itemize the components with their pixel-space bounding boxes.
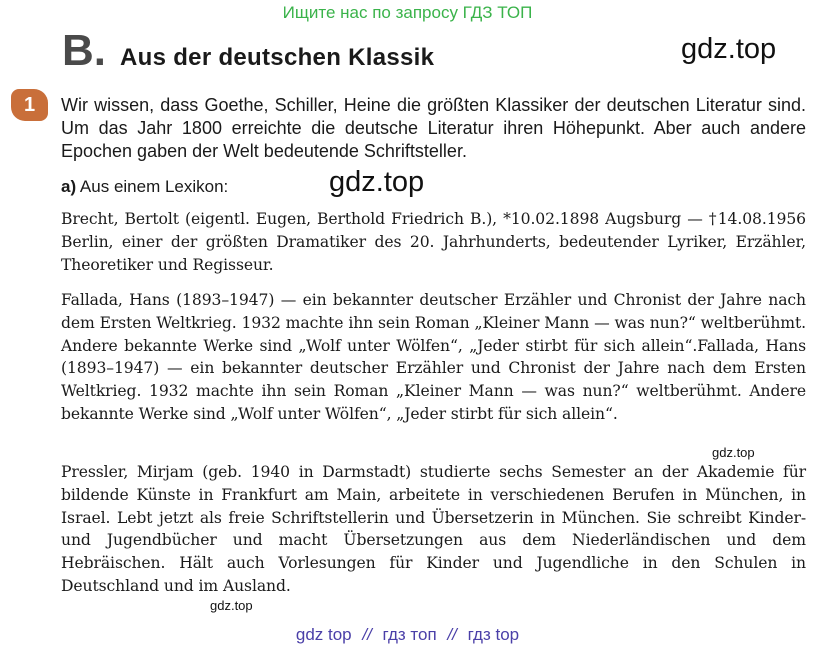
lexicon-entry-brecht: Brecht, Bertolt (eigentl. Eugen, Berthold Friedrich B.), *10.02.1898 Augsburg — †14.08.1956 Berlin, einer der größten Dramatiker des 20. Jahrhunderts, bedeutender Lyriker, Erzähler, Theoretiker und Regisseur.: [61, 210, 806, 274]
footer-separator: //: [447, 625, 457, 644]
section-letter: B: [62, 26, 94, 75]
subtask-label: Aus einem Lexikon:: [79, 177, 229, 196]
subtask-heading: [61, 177, 228, 197]
lexicon-entry-pressler: Pressler, Mirjam (geb. 1940 in Darmstadt) studierte sechs Semester an der Akademie für bildende Künste in Frankfurt am Main, arbeitete in verschiedenen Berufen in München, in Israel. Lebt jetzt als freie Schriftstellerin und Übersetzerin in München. Sie schreibt Kinder- und Jugendbücher und macht Übersetzungen aus dem Niederländischen und dem Hebräischen. Hält auch Vorlesungen für Kinder und Jugendliche in den Schulen in Deutschland und im Ausland.: [61, 463, 806, 595]
section-letter-dot: .: [93, 26, 107, 75]
footer-link-gdz-top-mixed[interactable]: гдз top: [467, 625, 520, 644]
section-title: Aus der deutschen Klassik: [120, 44, 435, 71]
footer-links: [0, 625, 815, 645]
top-banner: Ищите нас по запросу ГДЗ ТОП: [282, 3, 533, 22]
footer-link-gdz-top-cyrillic[interactable]: гдз топ: [382, 625, 437, 644]
section-header: [62, 26, 434, 76]
watermark-middle: gdz.top: [329, 166, 425, 198]
task-number-badge: 1: [11, 89, 48, 121]
footer-link-gdz-top[interactable]: gdz top: [295, 625, 352, 644]
watermark-small-bottom: gdz.top: [210, 598, 253, 613]
watermark-top-right: gdz.top: [681, 33, 777, 65]
watermark-small-right: gdz.top: [712, 445, 755, 460]
task-intro-text: Wir wissen, dass Goethe, Schiller, Heine die größten Klassiker der deutschen Literatur sind. Um das Jahr 1800 erreichte die deutsche Literatur ihren Höhepunkt. Aber auch andere Epochen gaben der Welt bedeutende Schriftsteller.: [61, 95, 806, 161]
footer-separator: //: [362, 625, 372, 644]
subtask-letter: a): [61, 177, 77, 196]
lexicon-entry-fallada: Fallada, Hans (1893–1947) — ein bekannter deutscher Erzähler und Chronist der Jahre nach dem Ersten Weltkrieg. 1932 machte ihn sein Roman „Kleiner Mann — was nun?“ weltberühmt. Andere bekannte Werke sind „Wolf unter Wölfen“, „Jeder stirbt für sich allein“.Fallada, Hans (1893–1947) — ein bekannter deutscher Erzähler und Chronist der Jahre nach dem Ersten Weltkrieg. 1932 machte ihn sein Roman „Kleiner Mann — was nun?“ weltberühmt. Andere bekannte Werke sind „Wolf unter Wölfen“, „Jeder stirbt für sich allein“.: [61, 291, 806, 423]
